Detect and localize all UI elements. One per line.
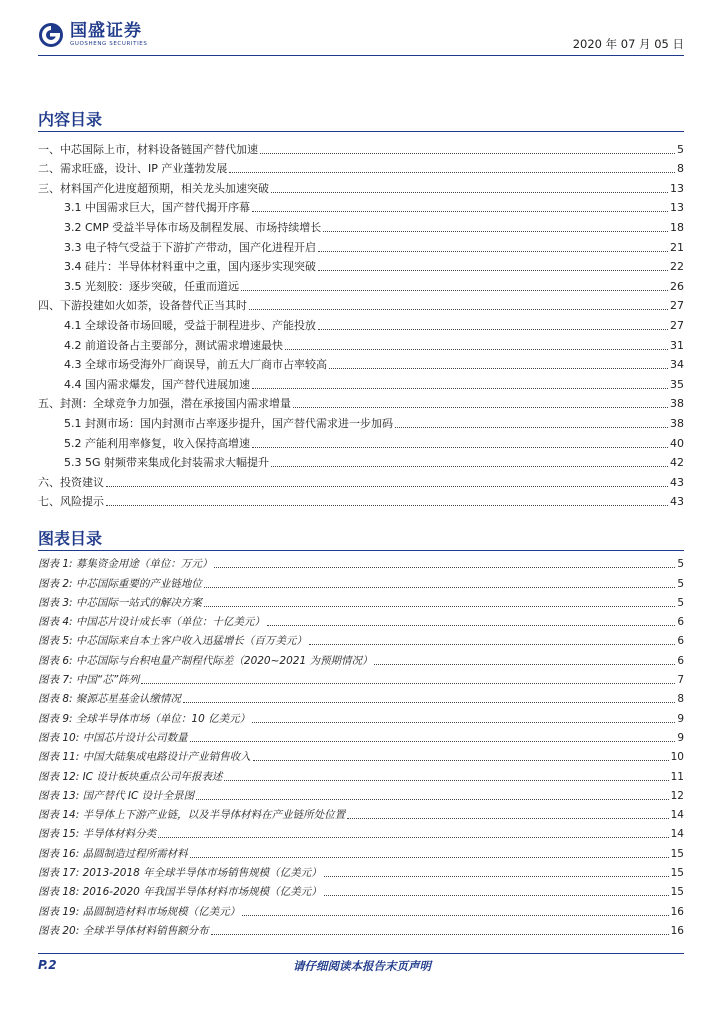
dot-leader [249, 309, 668, 310]
figures-title-divider [38, 550, 684, 551]
dot-leader [324, 876, 669, 877]
figure-entry[interactable] [38, 552, 684, 571]
figure-entry[interactable] [38, 764, 684, 783]
toc-title: 内容目录 [38, 110, 103, 129]
figure-entry-label: 图表 17: 2013-2018 年全球半导体市场销售规模（亿美元） [38, 867, 322, 880]
figure-entry-label: 图表 11: 中国大陆集成电路设计产业销售收入 [38, 751, 251, 764]
toc-entry[interactable] [38, 274, 684, 294]
dot-leader [190, 857, 669, 858]
figure-entry-page: 12 [670, 789, 684, 802]
toc-entry-page: 13 [670, 181, 684, 195]
toc-entry-label: 3.3 电子特气受益于下游扩产带动，国产化进程开启 [64, 240, 316, 254]
dot-leader [309, 644, 675, 645]
dot-leader [252, 211, 668, 212]
toc-entry-label: 4.1 全球设备市场回暖，受益于制程进步、产能投放 [64, 318, 316, 332]
figure-entry-page: 9 [677, 731, 684, 744]
dot-leader [252, 447, 668, 448]
toc-entry[interactable] [38, 235, 684, 255]
figure-entry-page: 8 [677, 693, 684, 706]
toc-entry-label: 三、材料国产化进度超预期，相关龙头加速突破 [38, 181, 269, 195]
toc-entry-label: 5.1 封测市场：国内封测市占率逐步提升，国产替代需求进一步加码 [64, 416, 393, 430]
figure-entry-label: 图表 20: 全球半导体材料销售额分布 [38, 924, 209, 937]
toc-entry-page: 22 [670, 260, 684, 274]
toc-entry-label: 5.2 产能利用率修复，收入保持高增速 [64, 436, 250, 450]
toc-entry-page: 8 [677, 162, 684, 176]
figure-entry-label: 图表 15: 半导体材料分类 [38, 828, 157, 841]
figure-entry-label: 图表 4: 中国芯片设计成长率（单位：十亿美元） [38, 616, 265, 629]
dot-leader [318, 251, 668, 252]
page-header [0, 0, 724, 60]
figure-entry-page: 15 [670, 867, 684, 880]
toc-entry[interactable] [38, 215, 684, 235]
figure-entry[interactable] [38, 668, 684, 687]
toc-entry-label: 4.3 全球市场受海外厂商误导，前五大厂商市占率较高 [64, 358, 327, 372]
toc-entry-page: 35 [670, 377, 684, 391]
figure-entry-page: 14 [670, 828, 684, 841]
dot-leader [106, 486, 668, 487]
toc-entry[interactable] [38, 313, 684, 333]
brand-name-en: GUOSHENG SECURITIES [70, 41, 148, 47]
toc-entry[interactable] [38, 411, 684, 431]
figure-entry-page: 6 [677, 635, 684, 648]
toc-entry-page: 13 [670, 201, 684, 215]
figure-entry-page: 5 [677, 558, 684, 571]
figure-entry[interactable] [38, 880, 684, 899]
toc-entry-page: 34 [670, 358, 684, 372]
figure-entry-page: 14 [670, 809, 684, 822]
dot-leader [293, 407, 668, 408]
figure-entry-page: 9 [677, 712, 684, 725]
figure-entry-label: 图表 8: 聚源芯星基金认缴情况 [38, 693, 181, 706]
toc-entry[interactable] [38, 353, 684, 373]
dot-leader [323, 231, 668, 232]
toc-entry-page: 5 [677, 142, 684, 156]
figure-entry[interactable] [38, 726, 684, 745]
brand-logo-icon [38, 22, 64, 48]
figure-entry[interactable] [38, 610, 684, 629]
figure-entry-label: 图表 10: 中国芯片设计公司数量 [38, 731, 188, 744]
toc-entry-label: 3.5 光刻胶：逐步突破，任重而道远 [64, 279, 239, 293]
figure-entry-page: 15 [670, 886, 684, 899]
toc-entry-label: 5.3 5G 射频带来集成化封装需求大幅提升 [64, 456, 270, 470]
toc-entry-label: 4.4 国内需求爆发，国产替代进展加速 [64, 377, 250, 391]
brand-logo [38, 20, 147, 50]
dot-leader [204, 606, 675, 607]
dot-leader [190, 741, 676, 742]
figure-entry-page: 7 [677, 674, 684, 687]
figure-entry-label: 图表 6: 中芯国际与台积电量产制程代际差（2020~2021 为预期情况） [38, 654, 373, 667]
figure-entry-label: 图表 7: 中国“芯”阵列 [38, 674, 140, 687]
toc-entry-page: 42 [670, 456, 684, 470]
toc-entry[interactable] [38, 470, 684, 490]
figure-entry[interactable] [38, 919, 684, 938]
figure-entry[interactable] [38, 745, 684, 764]
dot-leader [324, 895, 669, 896]
figure-entry-page: 10 [670, 751, 684, 764]
figure-entry-label: 图表 13: 国产替代 IC 设计全景图 [38, 789, 195, 802]
dot-leader [158, 837, 669, 838]
figure-entry-page: 6 [677, 654, 684, 667]
dot-leader [242, 915, 669, 916]
figure-entry[interactable] [38, 571, 684, 590]
toc-entry-page: 43 [670, 475, 684, 489]
dot-leader [183, 702, 675, 703]
toc-entry-label: 3.1 中国需求巨大，国产替代揭开序幕 [64, 201, 250, 215]
toc-entry[interactable] [38, 451, 684, 471]
figure-entry-page: 16 [670, 924, 684, 937]
toc-entry-page: 31 [670, 338, 684, 352]
toc-entry-page: 26 [670, 279, 684, 293]
toc-entry-label: 二、需求旺盛，设计、IP 产业蓬勃发展 [38, 162, 228, 176]
toc-entry-page: 27 [670, 318, 684, 332]
toc-title-divider [38, 131, 684, 132]
toc-entry[interactable] [38, 431, 684, 451]
dot-leader [260, 153, 675, 154]
figure-entry[interactable] [38, 784, 684, 803]
toc-entry-label: 一、中芯国际上市，材料设备链国产替代加速 [38, 142, 258, 156]
dot-leader [374, 664, 675, 665]
toc-entry-label: 五、封测：全球竞争力加强，潜在承接国内需求增量 [38, 397, 291, 411]
figure-entry[interactable] [38, 899, 684, 918]
toc-entry[interactable] [38, 333, 684, 353]
figure-entry[interactable] [38, 803, 684, 822]
figure-entry-label: 图表 12: IC 设计板块重点公司年报表述 [38, 770, 223, 783]
page-number: P.2 [38, 958, 57, 972]
figure-entry-label: 图表 16: 晶圆制造过程所需材料 [38, 847, 188, 860]
figure-entry[interactable] [38, 841, 684, 860]
dot-leader [347, 818, 669, 819]
toc-entry[interactable] [38, 196, 684, 216]
figure-entry-page: 5 [677, 596, 684, 609]
report-date: 2020 年 07 月 05 日 [572, 37, 684, 51]
brand-name: 国盛证券 [70, 21, 142, 41]
figure-entry[interactable] [38, 629, 684, 648]
figure-entry-label: 图表 18: 2016-2020 年我国半导体材料市场规模（亿美元） [38, 886, 322, 899]
toc-entry[interactable] [38, 490, 684, 510]
footer-divider [38, 953, 684, 954]
figure-entry-page: 11 [670, 770, 684, 783]
dot-leader [214, 567, 675, 568]
toc-entry-page: 40 [670, 436, 684, 450]
dot-leader [252, 722, 675, 723]
figure-entry[interactable] [38, 648, 684, 667]
toc-entry-label: 4.2 前道设备占主要部分，测试需求增速最快 [64, 338, 283, 352]
figure-entry-page: 6 [677, 616, 684, 629]
toc-entry[interactable] [38, 176, 684, 196]
toc-entry-page: 27 [670, 299, 684, 313]
dot-leader [141, 683, 675, 684]
figures-list [38, 552, 684, 938]
dot-leader [285, 349, 668, 350]
figure-entry-page: 16 [670, 905, 684, 918]
toc-entry-page: 38 [670, 416, 684, 430]
dot-leader [395, 427, 668, 428]
figure-entry-page: 5 [677, 577, 684, 590]
dot-leader [211, 934, 669, 935]
dot-leader [267, 625, 675, 626]
figure-entry[interactable] [38, 822, 684, 841]
dot-leader [271, 192, 668, 193]
dot-leader [253, 760, 669, 761]
figure-entry[interactable] [38, 687, 684, 706]
figure-entry-label: 图表 19: 晶圆制造材料市场规模（亿美元） [38, 905, 241, 918]
figure-entry[interactable] [38, 706, 684, 725]
footer-disclaimer: 请仔细阅读本报告末页声明 [293, 959, 431, 973]
figure-entry-label: 图表 5: 中芯国际来自本土客户收入迅猛增长（百万美元） [38, 635, 307, 648]
toc-entry-label: 六、投资建议 [38, 475, 104, 489]
toc-entry-page: 18 [670, 220, 684, 234]
figure-entry[interactable] [38, 861, 684, 880]
header-divider [38, 55, 684, 56]
toc-entry-label: 七、风险提示 [38, 495, 104, 509]
dot-leader [106, 505, 668, 506]
dot-leader [252, 388, 668, 389]
toc-entry-label: 3.2 CMP 受益半导体市场及制程发展、市场持续增长 [64, 220, 322, 234]
dot-leader [204, 587, 675, 588]
toc-entry[interactable] [38, 392, 684, 412]
figure-entry-label: 图表 14: 半导体上下游产业链，以及半导体材料在产业链所处位置 [38, 809, 346, 822]
toc-entry-page: 38 [670, 397, 684, 411]
toc-entry[interactable] [38, 255, 684, 275]
dot-leader [318, 270, 668, 271]
figures-title: 图表目录 [38, 529, 103, 548]
toc-entry[interactable] [38, 157, 684, 177]
figure-entry-label: 图表 2: 中芯国际重要的产业链地位 [38, 577, 202, 590]
dot-leader [224, 780, 668, 781]
dot-leader [271, 466, 668, 467]
dot-leader [318, 329, 668, 330]
toc-entry[interactable] [38, 372, 684, 392]
toc-entry-label: 四、下游投建如火如荼，设备替代正当其时 [38, 299, 247, 313]
toc-list [38, 137, 684, 509]
toc-entry[interactable] [38, 137, 684, 157]
figure-entry-page: 15 [670, 847, 684, 860]
figure-entry-label: 图表 3: 中芯国际一站式的解决方案 [38, 596, 202, 609]
dot-leader [196, 799, 668, 800]
figure-entry-label: 图表 1: 募集资金用途（单位：万元） [38, 558, 213, 571]
toc-entry-label: 3.4 硅片：半导体材料重中之重，国内逐步实现突破 [64, 260, 316, 274]
toc-entry-page: 21 [670, 240, 684, 254]
dot-leader [229, 172, 675, 173]
figure-entry[interactable] [38, 591, 684, 610]
dot-leader [241, 290, 668, 291]
toc-entry-page: 43 [670, 495, 684, 509]
figure-entry-label: 图表 9: 全球半导体市场（单位：10 亿美元） [38, 712, 251, 725]
dot-leader [329, 368, 668, 369]
toc-entry[interactable] [38, 294, 684, 314]
